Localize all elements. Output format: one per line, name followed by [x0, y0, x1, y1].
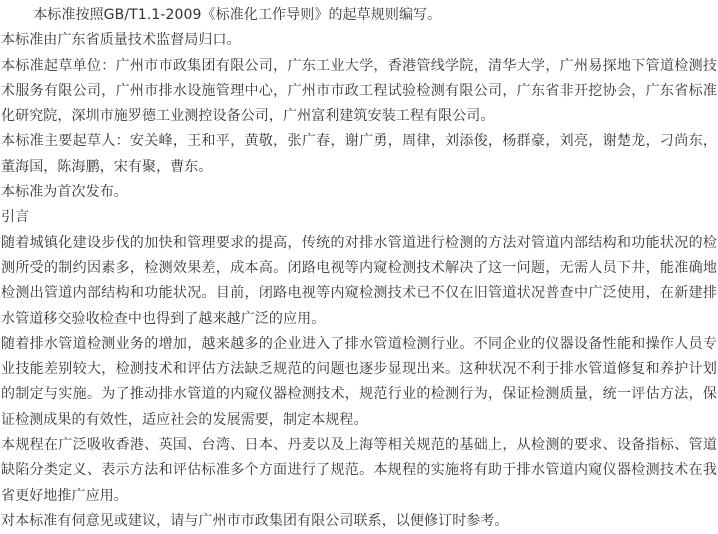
para-intro-background: 随着城镇化建设步伐的加快和管理要求的提高，传统的对排水管道进行检测的方法对管道内部结构和功能状况的检测所受的制约因素多，检测效果差，成本高。闭路电视等内窥检测技术解决了这一问题，无需人员下井，能准确地检测出管道内部结构和功能状况。目前，闭路电视等内窥检测技术已不仅在旧管道状况普查中广泛使用，在新建排水管道移交验收检查中也得到了越来越广泛的应用。 — [1, 234, 717, 327]
para-drafting-rule: 本标准按照GB/T1.1-2009《标准化工作导则》的起草规则编写。 — [33, 7, 442, 23]
heading-introduction: 引言 — [1, 209, 30, 226]
para-main-drafters: 本标准主要起草人：安关峰，王和平，黄敬，张广春，谢广勇，周律，刘添俊，杨群豪，刘亮，谢楚龙，刁尚东，董海国，陈海鹏，宋有聚，曹东。 — [1, 133, 717, 175]
para-industry-growth: 随着排水管道检测业务的增加，越来越多的企业进入了排水管道检测行业。不同企业的仪器设备性能和操作人员专业技能差别较大，检测技术和评估方法缺乏规范的问题也逐步显现出来。这种状况不利于排水管道修复和养护计划的制定与实施。为了推动排水管道的内窥仪器检测技术，规范行业的检测行为，保证检测质量，统一评估方法，保证检测成果的有效性，适应社会的发展需要，制定本规程。 — [1, 335, 717, 428]
para-centralized-by: 本标准由广东省质量技术监督局归口。 — [1, 32, 241, 49]
para-scope-of-standard: 本规程在广泛吸收香港、英国、台湾、日本、丹麦以及上海等相关规范的基础上，从检测的要求、设备指标、管道缺陷分类定义、表示方法和评估标准多个方面进行了规范。本规程的实施将有助于排水管道内窥仪器检测技术在我省更好地推广应用。 — [1, 437, 717, 504]
para-drafting-organizations: 本标准起草单位：广州市市政集团有限公司，广东工业大学，香港管线学院，清华大学，广州易探地下管道检测技术服务有限公司，广州市排水设施管理中心，广州市市政工程试验检测有限公司，广东省非开挖协会，广东省标准化研究院，深圳市施罗德工业测控设备公司，广州富利建筑安装工程有限公司。 — [1, 57, 717, 125]
para-feedback-contact: 对本标准有伺意见或建议，请与广州市市政集团有限公司联系，以便修订时参考。 — [1, 512, 509, 529]
para-first-release: 本标准为首次发布。 — [1, 184, 128, 201]
